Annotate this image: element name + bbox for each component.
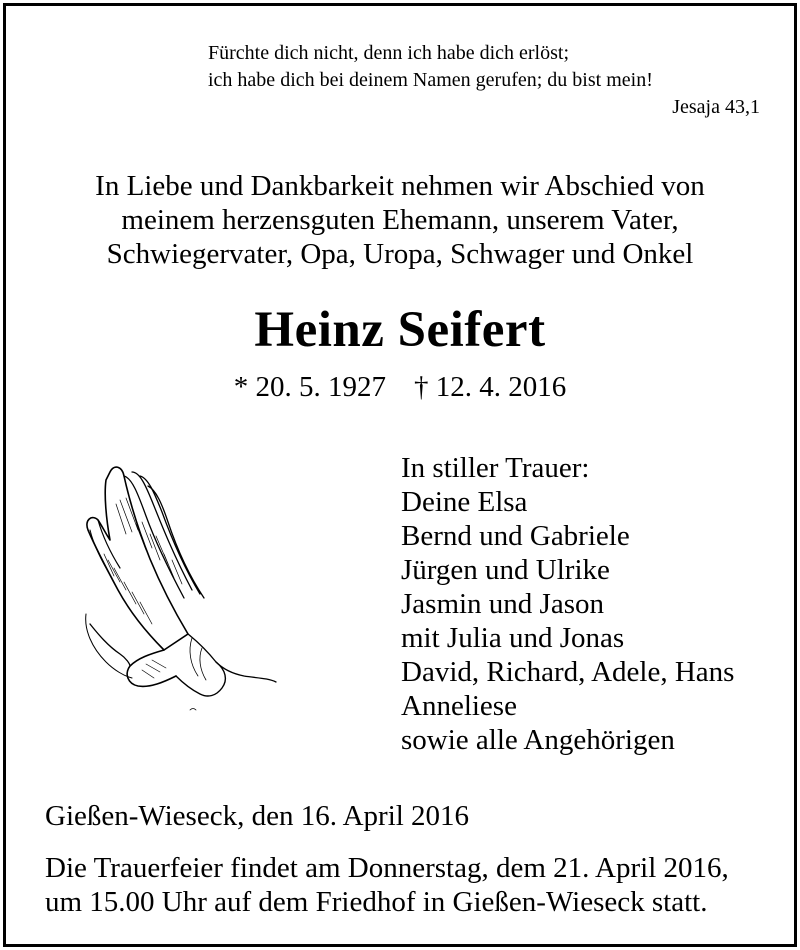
mourner-name: Jürgen und Ulrike <box>401 554 610 586</box>
birth-date: * 20. 5. 1927 <box>233 371 386 403</box>
mourner-name: mit Julia und Jonas <box>401 622 625 654</box>
service-line: Die Trauerfeier findet am Donnerstag, dem 21. April 2016, <box>45 852 729 884</box>
mourners-list <box>401 451 734 757</box>
service-line: um 15.00 Uhr auf dem Friedhof in Gießen-Wieseck statt. <box>45 886 708 918</box>
mourner-name: David, Richard, Adele, Hans <box>401 656 735 688</box>
praying-hands-icon <box>80 464 280 714</box>
deceased-name: Heinz Seifert <box>254 302 546 358</box>
mourners-heading: In stiller Trauer: <box>401 452 590 484</box>
life-dates <box>6 370 794 404</box>
farewell-intro <box>6 169 794 271</box>
obituary-notice <box>3 3 797 947</box>
death-date: † 12. 4. 2016 <box>414 371 567 403</box>
intro-line: meinem herzensguten Ehemann, unserem Vater, <box>121 204 679 236</box>
mourner-name: Bernd und Gabriele <box>401 520 630 552</box>
verse-reference: Jesaja 43,1 <box>672 96 760 118</box>
mourner-name: Jasmin und Jason <box>401 588 604 620</box>
mourner-name: Deine Elsa <box>401 486 528 518</box>
place-and-date: Gießen-Wieseck, den 16. April 2016 <box>45 800 470 832</box>
verse-line: Fürchte dich nicht, denn ich habe dich erlöst; <box>208 42 570 64</box>
verse-line: ich habe dich bei deinem Namen gerufen; du bist mein! <box>208 69 653 91</box>
funeral-service-info <box>45 851 729 919</box>
mourner-name: sowie alle Angehörigen <box>401 724 675 756</box>
intro-line: Schwiegervater, Opa, Uropa, Schwager und Onkel <box>106 238 694 270</box>
bible-verse <box>208 40 760 121</box>
intro-line: In Liebe und Dankbarkeit nehmen wir Abschied von <box>95 170 705 202</box>
mourner-name: Anneliese <box>401 690 517 722</box>
